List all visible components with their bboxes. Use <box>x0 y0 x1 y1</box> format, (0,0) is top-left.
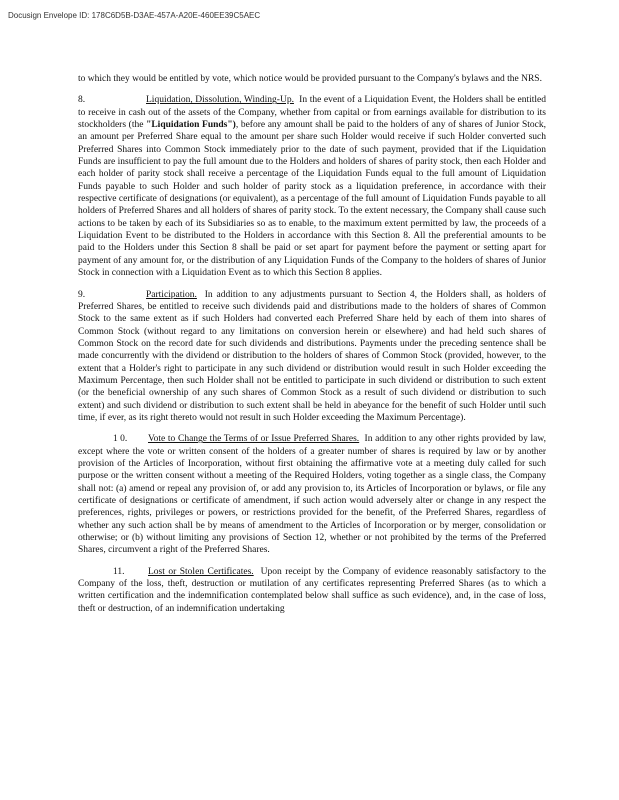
section-text: In the event of a Liquidation Event, the Holders shall be entitled to receive in cash out of the assets of the Company, whether from capital or from earnings available for distribution to its stockholders (the <box>78 95 547 131</box>
section-text: Upon receipt by the Company of evidence reasonably satisfactory to the Company of the loss, theft, destruction or mutilation of any certificates representing Preferred Shares (as to which a written certification and the indemnification contemplated below shall suffice as such evidence), and, in the case of loss, theft or destruction, of an indemnification undertaking <box>78 566 546 614</box>
intro-paragraph: to which they would be entitled by vote, which notice would be provided pursuant to the Company's bylaws and the NRS. <box>78 74 542 84</box>
docusign-envelope-id: Docusign Envelope ID: 178C6D5B-D3AE-457A-A20E-460EE39C5AEC <box>8 11 261 20</box>
document-body <box>78 73 546 624</box>
section-9-participation <box>78 289 546 425</box>
section-text-cont: , before any amount shall be paid to the holders of any of shares of Junior Stock, an amount per Preferred Share equal to the amount per share such Holder would receive if such Holder converted such Preferred Shares into Common Stock immediately prior to the date of such payment, provided that if the Liquidation Funds are insufficient to pay the full amount due to the Holders and holders of shares of parity stock, then each Holder and each holder of parity stock shall receive a percentage of the Liquidation Funds equal to the full amount of Liquidation Funds payable to such Holder and such holder of parity stock as a liquidation preference, in accordance with their respective certificate of designations (or equivalent), as a percentage of the full amount of Liquidation Funds payable to all holders of Preferred Shares and all holders of shares of parity stock. To the extent necessary, the Company shall cause such actions to be taken by each of its Subsidiaries so as to enable, to the maximum extent permitted by law, the proceeds of a Liquidation Event to be distributed to the Holders in accordance with this Section 8. All the preferential amounts to be paid to the Holders under this Section 8 shall be paid or set apart for payment before the payment or setting apart for payment of any amount for, or the distribution of any Liquidation Funds of the Company to the holders of shares of Junior Stock in connection with a Liquidation Event as to which this Section 8 applies. <box>78 120 546 279</box>
defined-term: "Liquidation Funds") <box>146 120 236 131</box>
section-number: 9. <box>78 289 86 300</box>
section-10-vote <box>78 433 546 556</box>
section-heading: Liquidation, Dissolution, Winding-Up. <box>146 95 294 106</box>
section-number: 1 0. <box>113 434 128 445</box>
section-number: 11. <box>113 566 125 577</box>
section-11-lost-certificates <box>78 566 546 615</box>
section-text: In addition to any other rights provided by law, except where the vote or written consent of the holders of a greater number of shares is required by law or by another provision of the Articles of Incorporation, without first obtaining the affirmative vote at a meeting duly called for such purpose or the written consent without a meeting of the Required Holders, voting together as a single class, the Company shall not: (a) amend or repeal any provision of, or add any provision to, its Articles of Incorporation or bylaws, or file any certificate of designations or certificate of amendment, if such action would adversely alter or change in any respect the preferences, rights, privileges or powers, or restrictions provided for the benefit, of the Preferred Shares, regardless of whether any such action shall be by means of amendment to the Articles of Incorporation or by merger, consolidation or otherwise; or (b) without limiting any provisions of Section 12, whether or not prohibited by the terms of the Preferred Shares, circumvent a right of the Preferred Shares. <box>78 434 546 556</box>
section-heading: Participation. <box>146 289 197 300</box>
section-8-liquidation <box>78 94 546 279</box>
section-text: In addition to any adjustments pursuant to Section 4, the Holders shall, as holders of Preferred Shares, be entitled to receive such dividends paid and distributions made to the holders of shares of Common Stock to the same extent as if such Holders had converted each Preferred Share held by each of them into shares of Common Stock (without regard to any limitations on conversion herein or elsewhere) and had held such shares of Common Stock on the record date for such dividends and distributions. Payments under the preceding sentence shall be made concurrently with the dividend or distribution to the holders of shares of Common Stock (provided, however, to the extent that a Holder's right to participate in any such dividend or distribution would result in such Holder exceeding the Maximum Percentage, then such Holder shall not be entitled to participate in such dividend or distribution to such extent (or the beneficial ownership of any such shares of Common Stock as a result of such dividend or distribution to such extent) and such dividend or distribution to such extent shall be held in abeyance for the benefit of such Holder until such time, if ever, as its right thereto would not result in such Holder exceeding the Maximum Percentage). <box>78 289 547 423</box>
section-heading: Vote to Change the Terms of or Issue Preferred Shares. <box>148 434 360 445</box>
section-heading: Lost or Stolen Certificates. <box>148 566 254 577</box>
section-number: 8. <box>78 95 86 106</box>
